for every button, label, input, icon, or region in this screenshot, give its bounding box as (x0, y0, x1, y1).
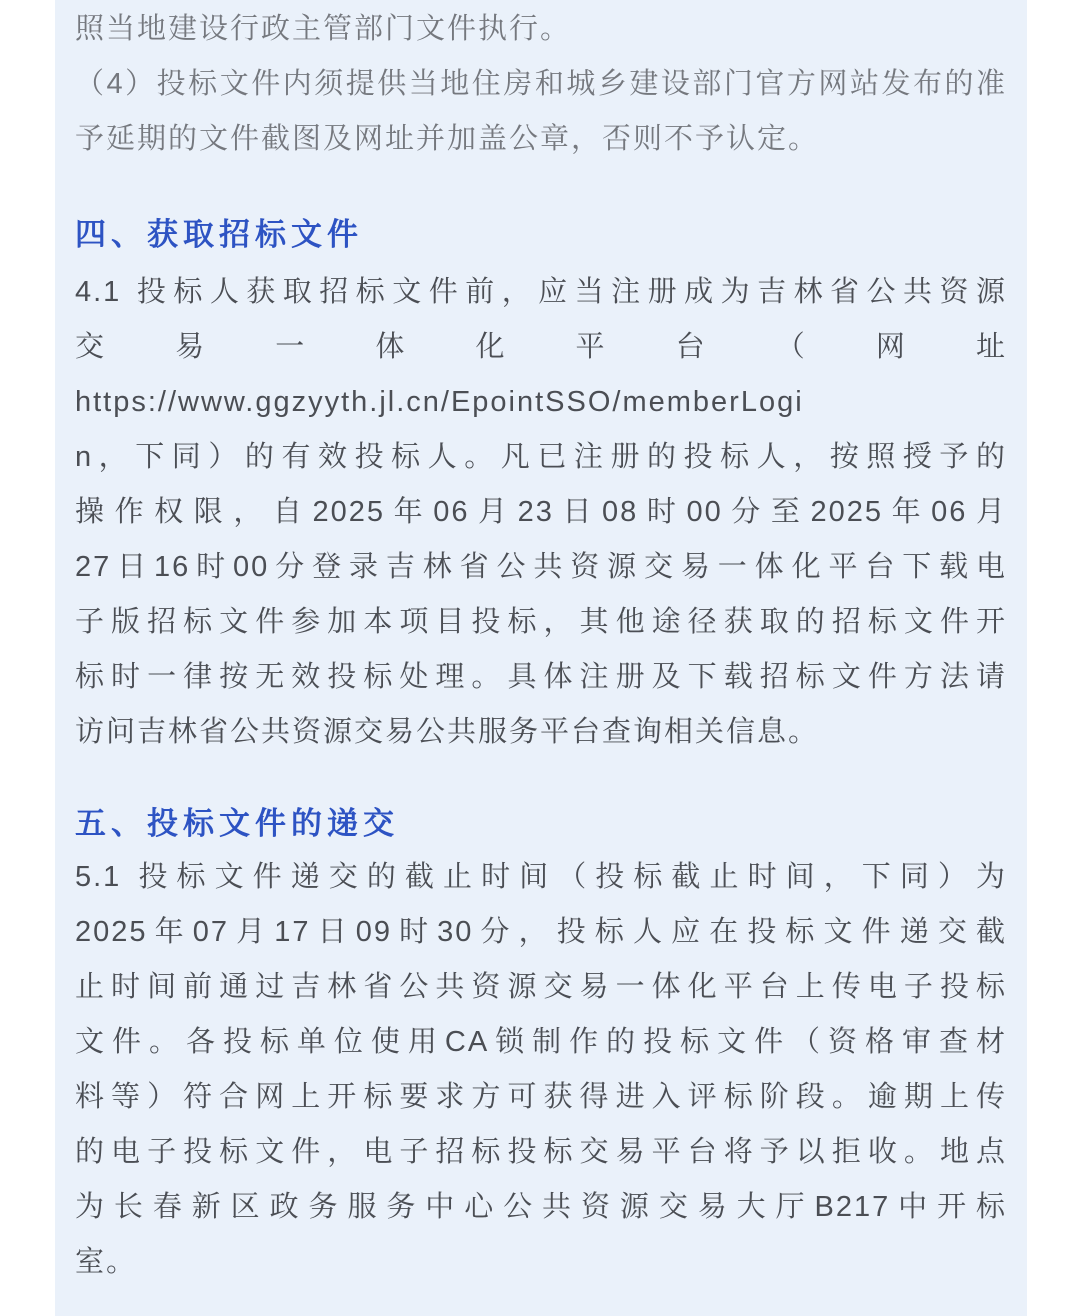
section-5-line-8: 室。 (75, 1246, 138, 1278)
section-4-paragraph (75, 265, 1007, 760)
intro-paragraph (75, 2, 1007, 167)
section-4-heading: 四、获取招标文件 (75, 217, 363, 252)
section-4-line-6: 27日16时00分登录吉林省公共资源交易一体化平台下载电 (75, 551, 1007, 583)
section-5-line-1: 5.1 投标文件递交的截止时间（投标截止时间，下同）为 (75, 861, 1007, 893)
section-5-line-4: 文件。各投标单位使用CA锁制作的投标文件（资格审查材 (75, 1026, 1007, 1058)
section-4-line-7: 子版招标文件参加本项目投标，其他途径获取的招标文件开 (75, 606, 1007, 638)
section-5-line-3: 止时间前通过吉林省公共资源交易一体化平台上传电子投标 (75, 971, 1007, 1003)
section-5-paragraph (75, 850, 1007, 1290)
announcement-content (55, 0, 1027, 1290)
section-4-line-9: 访问吉林省公共资源交易公共服务平台查询相关信息。 (75, 716, 820, 748)
intro-line-3: 予延期的文件截图及网址并加盖公章，否则不予认定。 (75, 123, 820, 155)
section-5-heading: 五、投标文件的递交 (75, 806, 399, 841)
section-4-line-2: 交易一体化平台（网址 (75, 331, 1007, 363)
section-4-line-url: https://www.ggzyyth.jl.cn/EpointSSO/memberLogi (75, 386, 804, 418)
section-5-line-6: 的电子投标文件，电子招标投标交易平台将予以拒收。地点 (75, 1136, 1007, 1168)
section-5-line-2: 2025年07月17日09时30分，投标人应在投标文件递交截 (75, 916, 1007, 948)
section-5-line-5: 料等）符合网上开标要求方可获得进入评标阶段。逾期上传 (75, 1081, 1007, 1113)
section-4-line-5: 操作权限，自2025年06月23日08时00分至2025年06月 (75, 496, 1007, 528)
intro-line-1: 照当地建设行政主管部门文件执行。 (75, 13, 572, 45)
section-5-line-7: 为长春新区政务服务中心公共资源交易大厅B217中开标 (75, 1191, 1007, 1223)
section-4-line-1: 4.1 投标人获取招标文件前，应当注册成为吉林省公共资源 (75, 276, 1007, 308)
section-4-line-8: 标时一律按无效投标处理。具体注册及下载招标文件方法请 (75, 661, 1007, 693)
section-4-line-4: n，下同）的有效投标人。凡已注册的投标人，按照授予的 (75, 441, 1007, 473)
intro-line-2: （4）投标文件内须提供当地住房和城乡建设部门官方网站发布的准 (75, 68, 1007, 100)
announcement-card (55, 0, 1027, 1316)
